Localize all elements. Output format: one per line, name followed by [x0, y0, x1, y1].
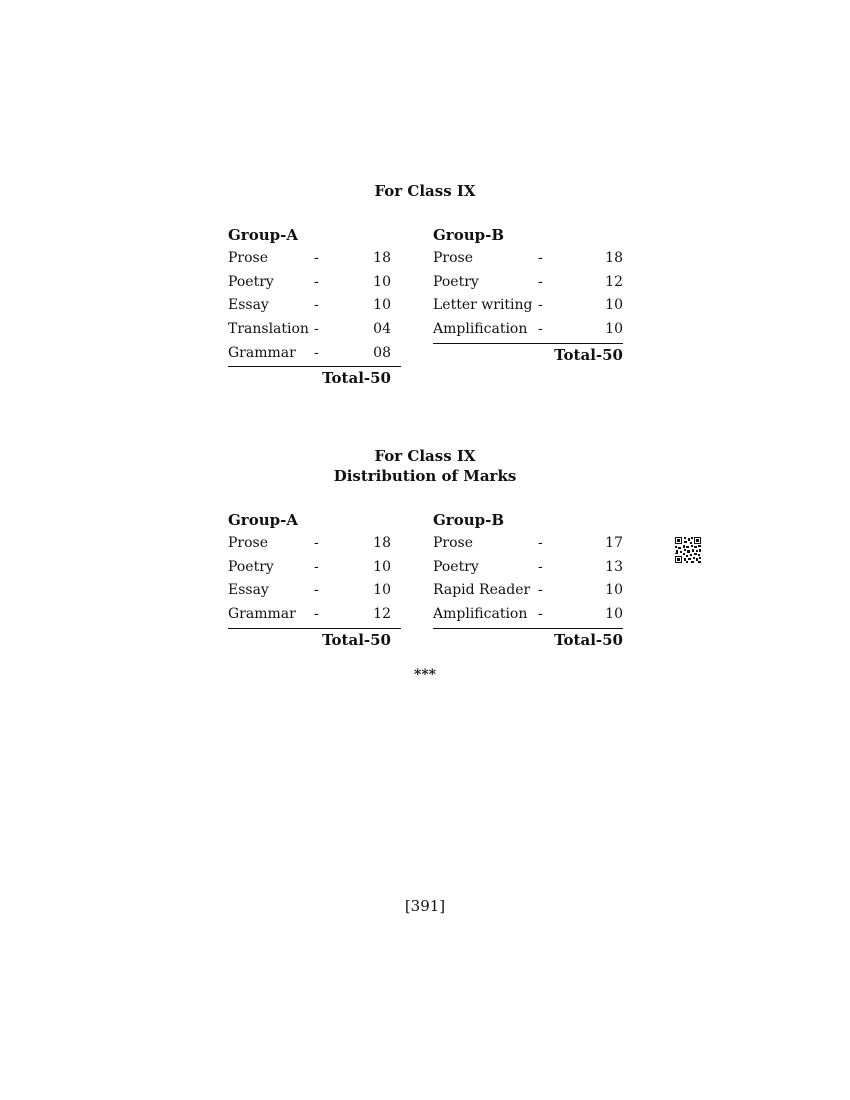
dash: -	[314, 273, 319, 290]
marks-value: 10	[605, 606, 623, 623]
marks-row	[228, 342, 401, 366]
dash: -	[538, 250, 543, 266]
section2-group-b	[433, 510, 623, 651]
marks-value: 10	[373, 582, 391, 599]
marks-value: 18	[605, 250, 623, 266]
marks-row	[433, 294, 623, 318]
subject-label: Poetry	[228, 558, 274, 575]
dash: -	[538, 273, 543, 290]
marks-value: 10	[605, 297, 623, 314]
subject-label: Essay	[228, 297, 269, 314]
dash: -	[538, 535, 543, 551]
dash: -	[538, 582, 543, 599]
dash: -	[314, 344, 319, 361]
marks-row	[228, 532, 401, 556]
marks-value: 10	[373, 558, 391, 575]
marks-row	[433, 271, 623, 295]
subject-label: Translation	[228, 321, 309, 338]
dash: -	[538, 606, 543, 623]
section2-title: For Class IX	[374, 447, 476, 465]
subject-label: Letter writing	[433, 297, 533, 314]
marks-value: 18	[373, 250, 391, 266]
marks-row	[228, 294, 401, 318]
dash: -	[314, 606, 319, 623]
marks-value: 08	[373, 344, 391, 361]
marks-row	[228, 247, 401, 271]
subject-label: Prose	[433, 535, 474, 551]
total-label: Total-50	[554, 345, 623, 364]
subject-label: Grammar	[228, 606, 296, 623]
page-number: [391]	[404, 897, 446, 915]
section1-group-a	[228, 225, 401, 389]
marks-value: 13	[605, 558, 623, 575]
qr-code-icon	[675, 537, 701, 563]
dash: -	[538, 321, 543, 338]
dash: -	[314, 321, 319, 338]
marks-value: 17	[605, 535, 623, 551]
section2-subtitle: Distribution of Marks	[333, 467, 517, 485]
marks-row	[228, 271, 401, 295]
subject-label: Amplification	[433, 606, 528, 623]
group-b-title: Group-B	[433, 511, 505, 529]
subject-label: Amplification	[433, 321, 528, 338]
subject-label: Poetry	[433, 273, 479, 290]
marks-row	[228, 318, 401, 342]
marks-row	[228, 556, 401, 580]
marks-row	[433, 556, 623, 580]
marks-value: 10	[605, 582, 623, 599]
marks-row	[228, 603, 401, 627]
dash: -	[314, 582, 319, 599]
total-label: Total-50	[322, 369, 391, 388]
subject-label: Rapid Reader	[433, 582, 531, 599]
marks-value: 18	[373, 535, 391, 551]
marks-value: 10	[373, 273, 391, 290]
subject-label: Essay	[228, 582, 269, 599]
separator: ***	[414, 667, 436, 683]
dash: -	[538, 297, 543, 314]
group-a-title: Group-A	[228, 226, 298, 244]
group-a-title: Group-A	[228, 511, 298, 529]
marks-row	[433, 532, 623, 556]
marks-value: 12	[605, 273, 623, 290]
dash: -	[314, 250, 319, 266]
dash: -	[314, 297, 319, 314]
marks-row	[433, 318, 623, 342]
section1-title: For Class IX	[374, 182, 476, 200]
subject-label: Prose	[433, 250, 474, 266]
marks-row	[228, 579, 401, 603]
marks-row	[433, 579, 623, 603]
marks-value: 04	[373, 321, 391, 338]
section1-group-b	[433, 225, 623, 366]
dash: -	[314, 535, 319, 551]
marks-row	[433, 603, 623, 627]
section2-group-a	[228, 510, 401, 651]
group-b-title: Group-B	[433, 226, 505, 244]
marks-value: 10	[605, 321, 623, 338]
dash: -	[538, 558, 543, 575]
marks-value: 10	[373, 297, 391, 314]
subject-label: Poetry	[433, 558, 479, 575]
subject-label: Prose	[228, 535, 269, 551]
marks-value: 12	[373, 606, 391, 623]
dash: -	[314, 558, 319, 575]
subject-label: Prose	[228, 250, 269, 266]
subject-label: Grammar	[228, 344, 296, 361]
total-label: Total-50	[322, 630, 391, 649]
marks-row	[433, 247, 623, 271]
subject-label: Poetry	[228, 273, 274, 290]
total-label: Total-50	[554, 630, 623, 649]
